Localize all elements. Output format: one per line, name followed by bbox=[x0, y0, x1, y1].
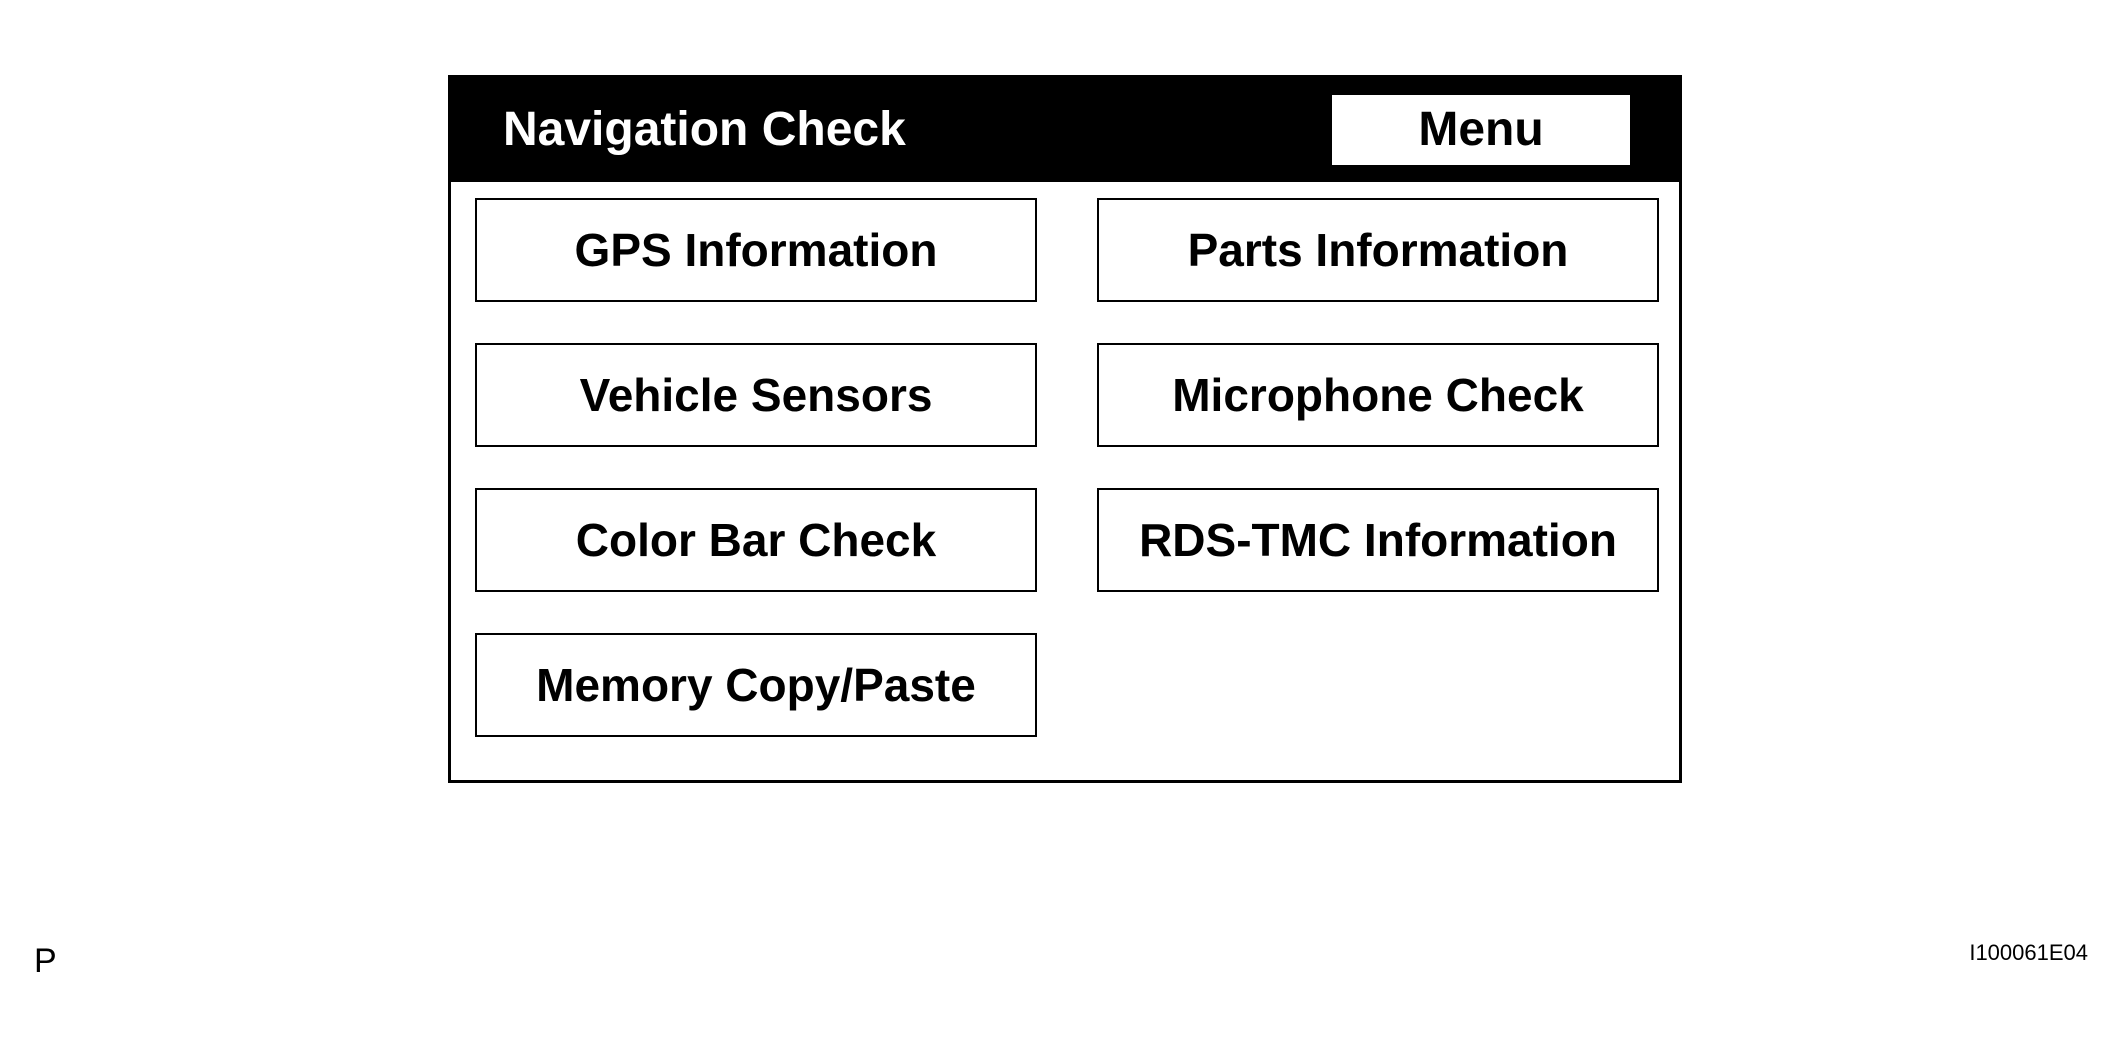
page-title: Navigation Check bbox=[503, 103, 906, 156]
memory-copy-paste-button[interactable]: Memory Copy/Paste bbox=[475, 633, 1037, 737]
parts-information-button[interactable]: Parts Information bbox=[1097, 198, 1659, 302]
menu-button[interactable]: Menu bbox=[1332, 95, 1630, 165]
corner-mark: P bbox=[34, 942, 57, 980]
color-bar-check-button[interactable]: Color Bar Check bbox=[475, 488, 1037, 592]
navigation-check-screen bbox=[448, 75, 1682, 783]
rds-tmc-information-button[interactable]: RDS-TMC Information bbox=[1097, 488, 1659, 592]
header-bar bbox=[451, 78, 1679, 182]
gps-information-button[interactable]: GPS Information bbox=[475, 198, 1037, 302]
figure-id: I100061E04 bbox=[1969, 940, 2088, 965]
vehicle-sensors-button[interactable]: Vehicle Sensors bbox=[475, 343, 1037, 447]
microphone-check-button[interactable]: Microphone Check bbox=[1097, 343, 1659, 447]
